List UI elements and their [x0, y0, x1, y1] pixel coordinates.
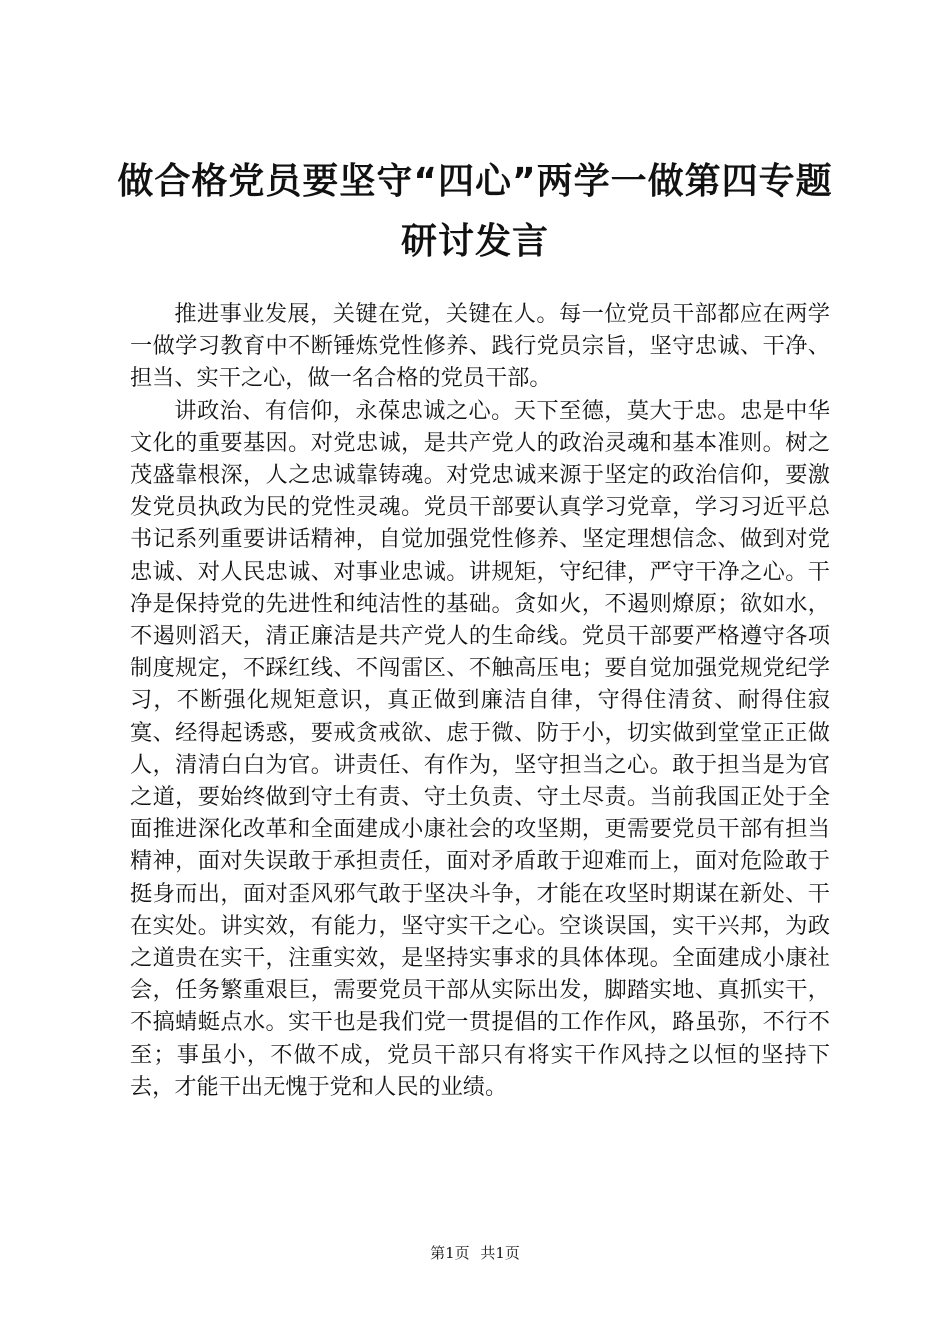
body-paragraph-2: 讲政治、有信仰，永葆忠诚之心。天下至德，莫大于忠。忠是中华文化的重要基因。对党忠诚，是共产党人的政治灵魂和基本准则。树之茂盛靠根深，人之忠诚靠铸魂。对党忠诚来源于坚定的政治信仰，要激发党员执政为民的党性灵魂。党员干部要认真学习党章，学习习近平总书记系列重要讲话精神，自觉加强党性修养、坚定理想信念、做到对党忠诚、对人民忠诚、对事业忠诚。讲规矩，守纪律，严守干净之心。干净是保持党的先进性和纯洁性的基础。贪如火，不遏则燎原；欲如水，不遏则滔天，清正廉洁是共产党人的生命线。党员干部要严格遵守各项制度规定，不踩红线、不闯雷区、不触高压电；要自觉加强党规党纪学习，不断强化规矩意识，真正做到廉洁自律，守得住清贫、耐得住寂寞、经得起诱惑，要戒贪戒欲、虑于微、防于小，切实做到堂堂正正做人，清清白白为官。讲责任、有作为，坚守担当之心。敢于担当是为官之道，要始终做到守土有责、守土负责、守土尽责。当前我国正处于全面推进深化改革和全面建成小康社会的攻坚期，更需要党员干部有担当精神，面对失误敢于承担责任，面对矛盾敢于迎难而上，面对危险敢于挺身而出，面对歪风邪气敢于坚决斗争，才能在攻坚时期谋在新处、干在实处。讲实效，有能力，坚守实干之心。空谈误国，实干兴邦，为政之道贵在实干，注重实效，是坚持实事求的具体体现。全面建成小康社会，任务繁重艰巨，需要党员干部从实际出发，脚踏实地、真抓实干，不搞蜻蜓点水。实干也是我们党一贯提倡的工作作风，路虽弥，不行不至；事虽小，不做不成，党员干部只有将实干作风持之以恒的坚持下去，才能干出无愧于党和人民的业绩。: [130, 397, 830, 1100]
body-paragraph-1: 推进事业发展，关键在党，关键在人。每一位党员干部都应在两学一做学习教育中不断锤炼党性修养、践行党员宗旨，坚守忠诚、干净、担当、实干之心，做一名合格的党员干部。: [130, 301, 830, 392]
page-total: 共1页: [480, 1244, 520, 1262]
document-title-line-1: 做合格党员要坚守“四心”两学一做第四专题: [117, 161, 833, 202]
page-footer: [0, 1243, 950, 1263]
document-body: [130, 298, 830, 1103]
document-title-line-2: 研讨发言: [400, 221, 549, 262]
page-number: 第1页: [430, 1244, 470, 1262]
